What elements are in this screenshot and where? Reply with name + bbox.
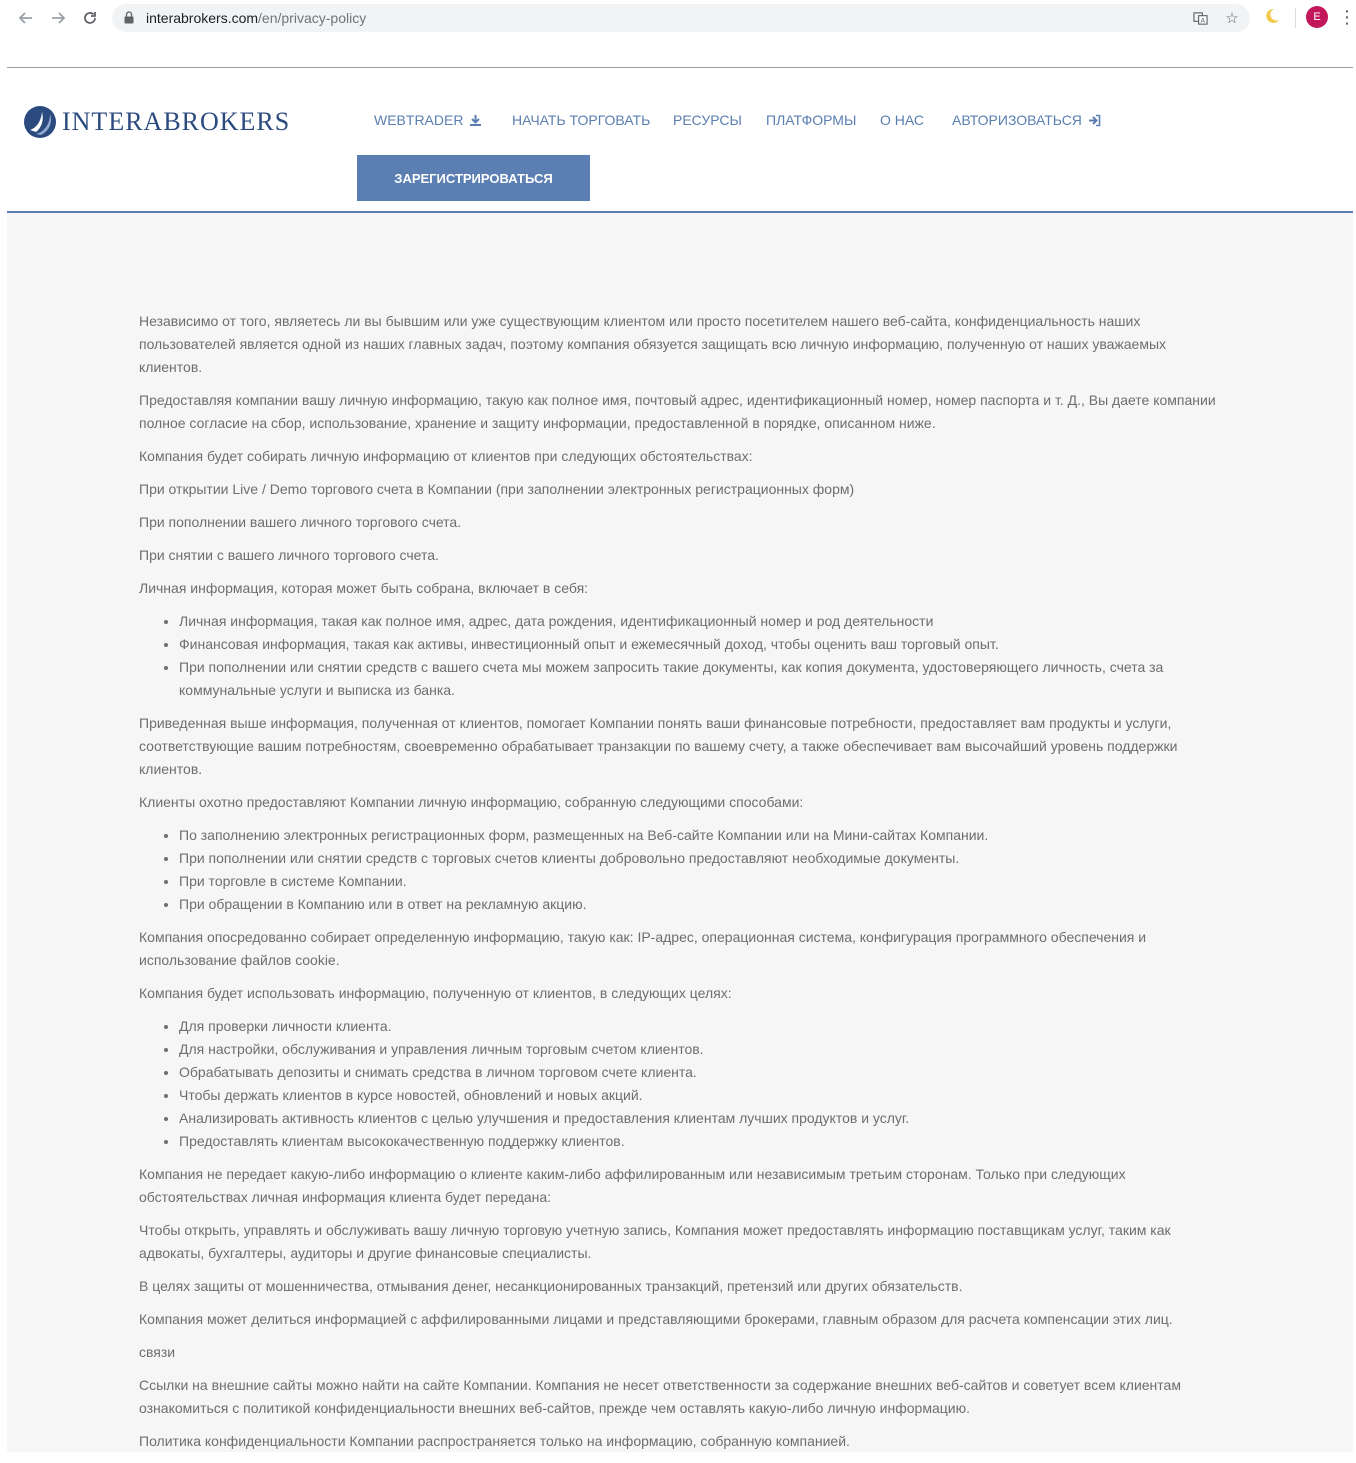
logo-text: INTERABROKERS bbox=[62, 107, 291, 136]
nav-webtrader[interactable] bbox=[374, 112, 482, 128]
svg-text:A: A bbox=[1200, 16, 1205, 25]
list-item: • При пополнении или снятии средств с торговых счетов клиенты добровольно предоставляют необходимые документы. bbox=[179, 847, 1229, 870]
back-arrow-icon[interactable] bbox=[14, 6, 38, 30]
list-item: • По заполнению электронных регистрационных форм, размещенных на Веб-сайте Компании или на Мини-сайтах Компании. bbox=[179, 824, 1229, 847]
list-item: • Предоставлять клиентам высококачественную поддержку клиентов. bbox=[179, 1130, 1229, 1153]
list-item: • Обрабатывать депозиты и снимать средства в личном торговом счете клиента. bbox=[179, 1061, 1229, 1084]
download-icon bbox=[469, 114, 482, 127]
list-item: • Для настройки, обслуживания и управления личным торговым счетом клиентов. bbox=[179, 1038, 1229, 1061]
logo-emblem-icon bbox=[22, 104, 58, 140]
nav-label: НАЧАТЬ ТОРГОВАТЬ bbox=[512, 112, 651, 128]
paragraph: В целях защиты от мошенничества, отмывания денег, несанкционированных транзакций, претензий или других обязательств. bbox=[139, 1278, 963, 1294]
moon-icon[interactable] bbox=[1262, 6, 1282, 26]
profile-avatar[interactable]: E bbox=[1306, 6, 1328, 28]
sign-in-icon bbox=[1088, 114, 1101, 127]
paragraph: Предоставляя компании вашу личную информацию, такую как полное имя, почтовый адрес, идентификационный номер, номер паспорта и т. Д., Вы даете компании полное согласие на сбор, использование, хранение и защиту информации, предоставленной в порядке, описанном ниже. bbox=[139, 392, 1216, 431]
bookmark-star-icon[interactable]: ☆ bbox=[1225, 10, 1239, 27]
paragraph: Клиенты охотно предоставляют Компании личную информацию, собранную следующими способами: bbox=[139, 794, 804, 810]
nav-label: АВТОРИЗОВАТЬСЯ bbox=[952, 112, 1082, 128]
paragraph: Компания может делиться информацией с аффилированными лицами и представляющими брокерами, главным образом для расчета компенсации этих лиц. bbox=[139, 1311, 1173, 1327]
list-item: • При торговле в системе Компании. bbox=[179, 870, 1229, 893]
paragraph: Компания не передает какую-либо информацию о клиенте каким-либо аффилированным или независимым третьим сторонам. Только при следующих обстоятельствах личная информация клиента будет передана: bbox=[139, 1166, 1126, 1205]
translate-icon[interactable] bbox=[1190, 8, 1210, 28]
nav-resources[interactable] bbox=[673, 112, 742, 128]
list-item: • При обращении в Компанию или в ответ на рекламную акцию. bbox=[179, 893, 1229, 916]
url-text bbox=[146, 10, 366, 26]
list-item: • Анализировать активность клиентов с целью улучшения и предоставления клиентам лучших продуктов и услуг. bbox=[179, 1107, 1229, 1130]
url-host: interabrokers.com bbox=[146, 10, 259, 26]
reload-icon[interactable] bbox=[78, 6, 102, 30]
paragraph: Компания будет использовать информацию, полученную от клиентов, в следующих целях: bbox=[139, 985, 732, 1001]
paragraph: Приведенная выше информация, полученная от клиентов, помогает Компании понять ваши финансовые потребности, предоставляет вам продукты и услуги, соответствующие вашим потребностям, своевременно обрабатывает транзакции по вашему счету, а также обеспечивает вам высочайший уровень поддержки клиентов. bbox=[139, 715, 1178, 777]
paragraph: Ссылки на внешние сайты можно найти на сайте Компании. Компания не несет ответственности за содержание внешних веб-сайтов и советует всем клиентам ознакомиться с политикой конфиденциальности внешних веб-сайтов, прежде чем оставлять какую-либо личную информацию. bbox=[139, 1377, 1181, 1416]
usage-purposes-list bbox=[179, 1015, 1229, 1153]
collection-methods-list bbox=[179, 824, 1229, 916]
list-item: • При пополнении или снятии средств с вашего счета мы можем запросить такие документы, как копия документа, удостоверяющего личность, счета за коммунальные услуги и выписка из банка. bbox=[179, 656, 1229, 702]
browser-toolbar bbox=[0, 0, 1356, 36]
divider bbox=[7, 67, 1353, 68]
list-item: • Для проверки личности клиента. bbox=[179, 1015, 1229, 1038]
paragraph: Чтобы открыть, управлять и обслуживать вашу личную торговую учетную запись, Компания может предоставлять информацию поставщикам услуг, таким как адвокаты, бухгалтеры, аудиторы и другие финансовые специалисты. bbox=[139, 1222, 1171, 1261]
paragraph: При открытии Live / Demo торгового счета в Компании (при заполнении электронных регистрационных форм) bbox=[139, 481, 855, 497]
paragraph: Независимо от того, являетесь ли вы бывшим или уже существующим клиентом или просто посетителем нашего веб-сайта, конфиденциальность наших пользователей является одной из наших главных задач, поэтому компания обязуется защищать всю личную информацию, полученную от наших уважаемых клиентов. bbox=[139, 313, 1167, 375]
nav-login[interactable] bbox=[952, 112, 1101, 128]
paragraph: При снятии с вашего личного торгового счета. bbox=[139, 547, 439, 563]
privacy-policy-text bbox=[139, 310, 1229, 1463]
address-bar[interactable] bbox=[112, 4, 1250, 32]
paragraph: Политика конфиденциальности Компании распространяется только на информацию, собранную компанией. bbox=[139, 1433, 850, 1449]
list-item: • Личная информация, такая как полное имя, адрес, дата рождения, идентификационный номер и род деятельности bbox=[179, 610, 1229, 633]
nav-about[interactable] bbox=[880, 112, 924, 128]
paragraph: связи bbox=[139, 1344, 176, 1360]
paragraph: Компания опосредованно собирает определенную информацию, такую как: IP-адрес, операционная система, конфигурация программного обеспечения и использование файлов cookie. bbox=[139, 929, 1147, 968]
register-button[interactable]: ЗАРЕГИСТРИРОВАТЬСЯ bbox=[357, 155, 590, 201]
nav-platforms[interactable] bbox=[766, 112, 856, 128]
browser-menu-icon[interactable]: ⋮ bbox=[1338, 7, 1356, 27]
nav-label: WEBTRADER bbox=[374, 112, 464, 128]
paragraph: При пополнении вашего личного торгового счета. bbox=[139, 514, 462, 530]
site-logo[interactable] bbox=[22, 104, 290, 140]
list-item: • Финансовая информация, такая как активы, инвестиционный опыт и ежемесячный доход, чтобы оценить ваш торговый опыт. bbox=[179, 633, 1229, 656]
lock-icon bbox=[124, 11, 134, 24]
list-item: • Чтобы держать клиентов в курсе новостей, обновлений и новых акций. bbox=[179, 1084, 1229, 1107]
paragraph: Личная информация, которая может быть собрана, включает в себя: bbox=[139, 580, 589, 596]
nav-label: ПЛАТФОРМЫ bbox=[766, 112, 857, 128]
forward-arrow-icon[interactable] bbox=[46, 6, 70, 30]
paragraph: Компания будет собирать личную информацию от клиентов при следующих обстоятельствах: bbox=[139, 448, 753, 464]
nav-start-trading[interactable] bbox=[512, 112, 650, 128]
url-path: /en/privacy-policy bbox=[258, 10, 367, 26]
collected-info-list bbox=[179, 610, 1229, 702]
nav-label: О НАС bbox=[880, 112, 925, 128]
toolbar-separator bbox=[1295, 8, 1296, 28]
nav-label: РЕСУРСЫ bbox=[673, 112, 742, 128]
